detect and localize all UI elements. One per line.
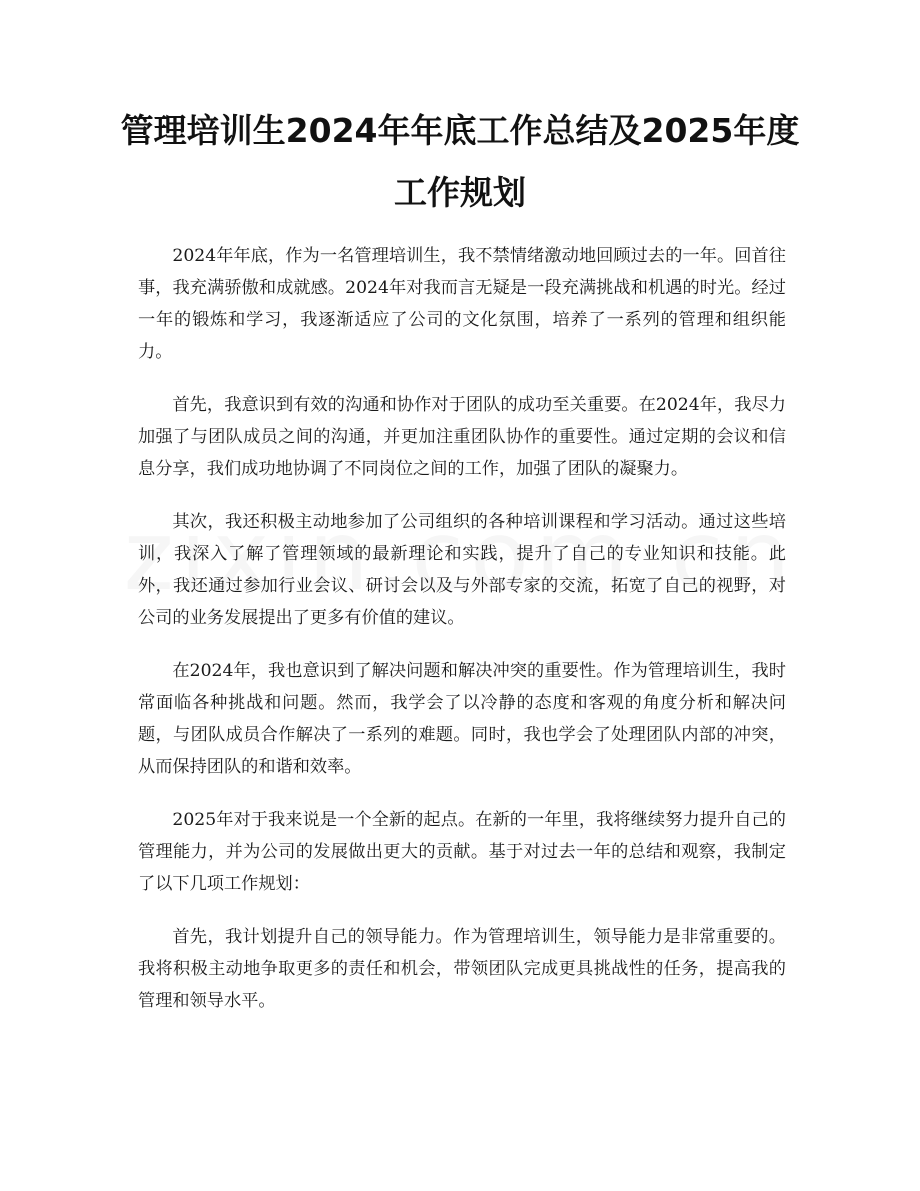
paragraph-4: 在2024年，我也意识到了解决问题和解决冲突的重要性。作为管理培训生，我时常面临各种挑战和问题。然而，我学会了以冷静的态度和客观的角度分析和解决问题，与团队成员合作解决了一系列的难题。同时，我也学会了处理团队内部的冲突，从而保持团队的和谐和效率。 [138, 661, 786, 777]
paragraph-1: 2024年年底，作为一名管理培训生，我不禁情绪激动地回顾过去的一年。回首往事，我充满骄傲和成就感。2024年对我而言无疑是一段充满挑战和机遇的时光。经过一年的锻炼和学习，我逐渐适应了公司的文化氛围，培养了一系列的管理和组织能力。 [138, 246, 786, 362]
document-title: 管理培训生2024年年底工作总结及2025年度工作规划 [120, 111, 800, 212]
paragraph-3: 其次，我还积极主动地参加了公司组织的各种培训课程和学习活动。通过这些培训，我深入了解了管理领域的最新理论和实践，提升了自己的专业知识和技能。此外，我还通过参加行业会议、研讨会以及与外部专家的交流，拓宽了自己的视野，对公司的业务发展提出了更多有价值的建议。 [138, 512, 786, 628]
paragraph-5: 2025年对于我来说是一个全新的起点。在新的一年里，我将继续努力提升自己的管理能力，并为公司的发展做出更大的贡献。基于对过去一年的总结和观察，我制定了以下几项工作规划： [138, 810, 786, 894]
paragraph-2: 首先，我意识到有效的沟通和协作对于团队的成功至关重要。在2024年，我尽力加强了与团队成员之间的沟通，并更加注重团队协作的重要性。通过定期的会议和信息分享，我们成功地协调了不同岗位之间的工作，加强了团队的凝聚力。 [138, 395, 786, 479]
paragraph-6: 首先，我计划提升自己的领导能力。作为管理培训生，领导能力是非常重要的。我将积极主动地争取更多的责任和机会，带领团队完成更具挑战性的任务，提高我的管理和领导水平。 [138, 927, 786, 1011]
document-body [138, 240, 786, 1038]
